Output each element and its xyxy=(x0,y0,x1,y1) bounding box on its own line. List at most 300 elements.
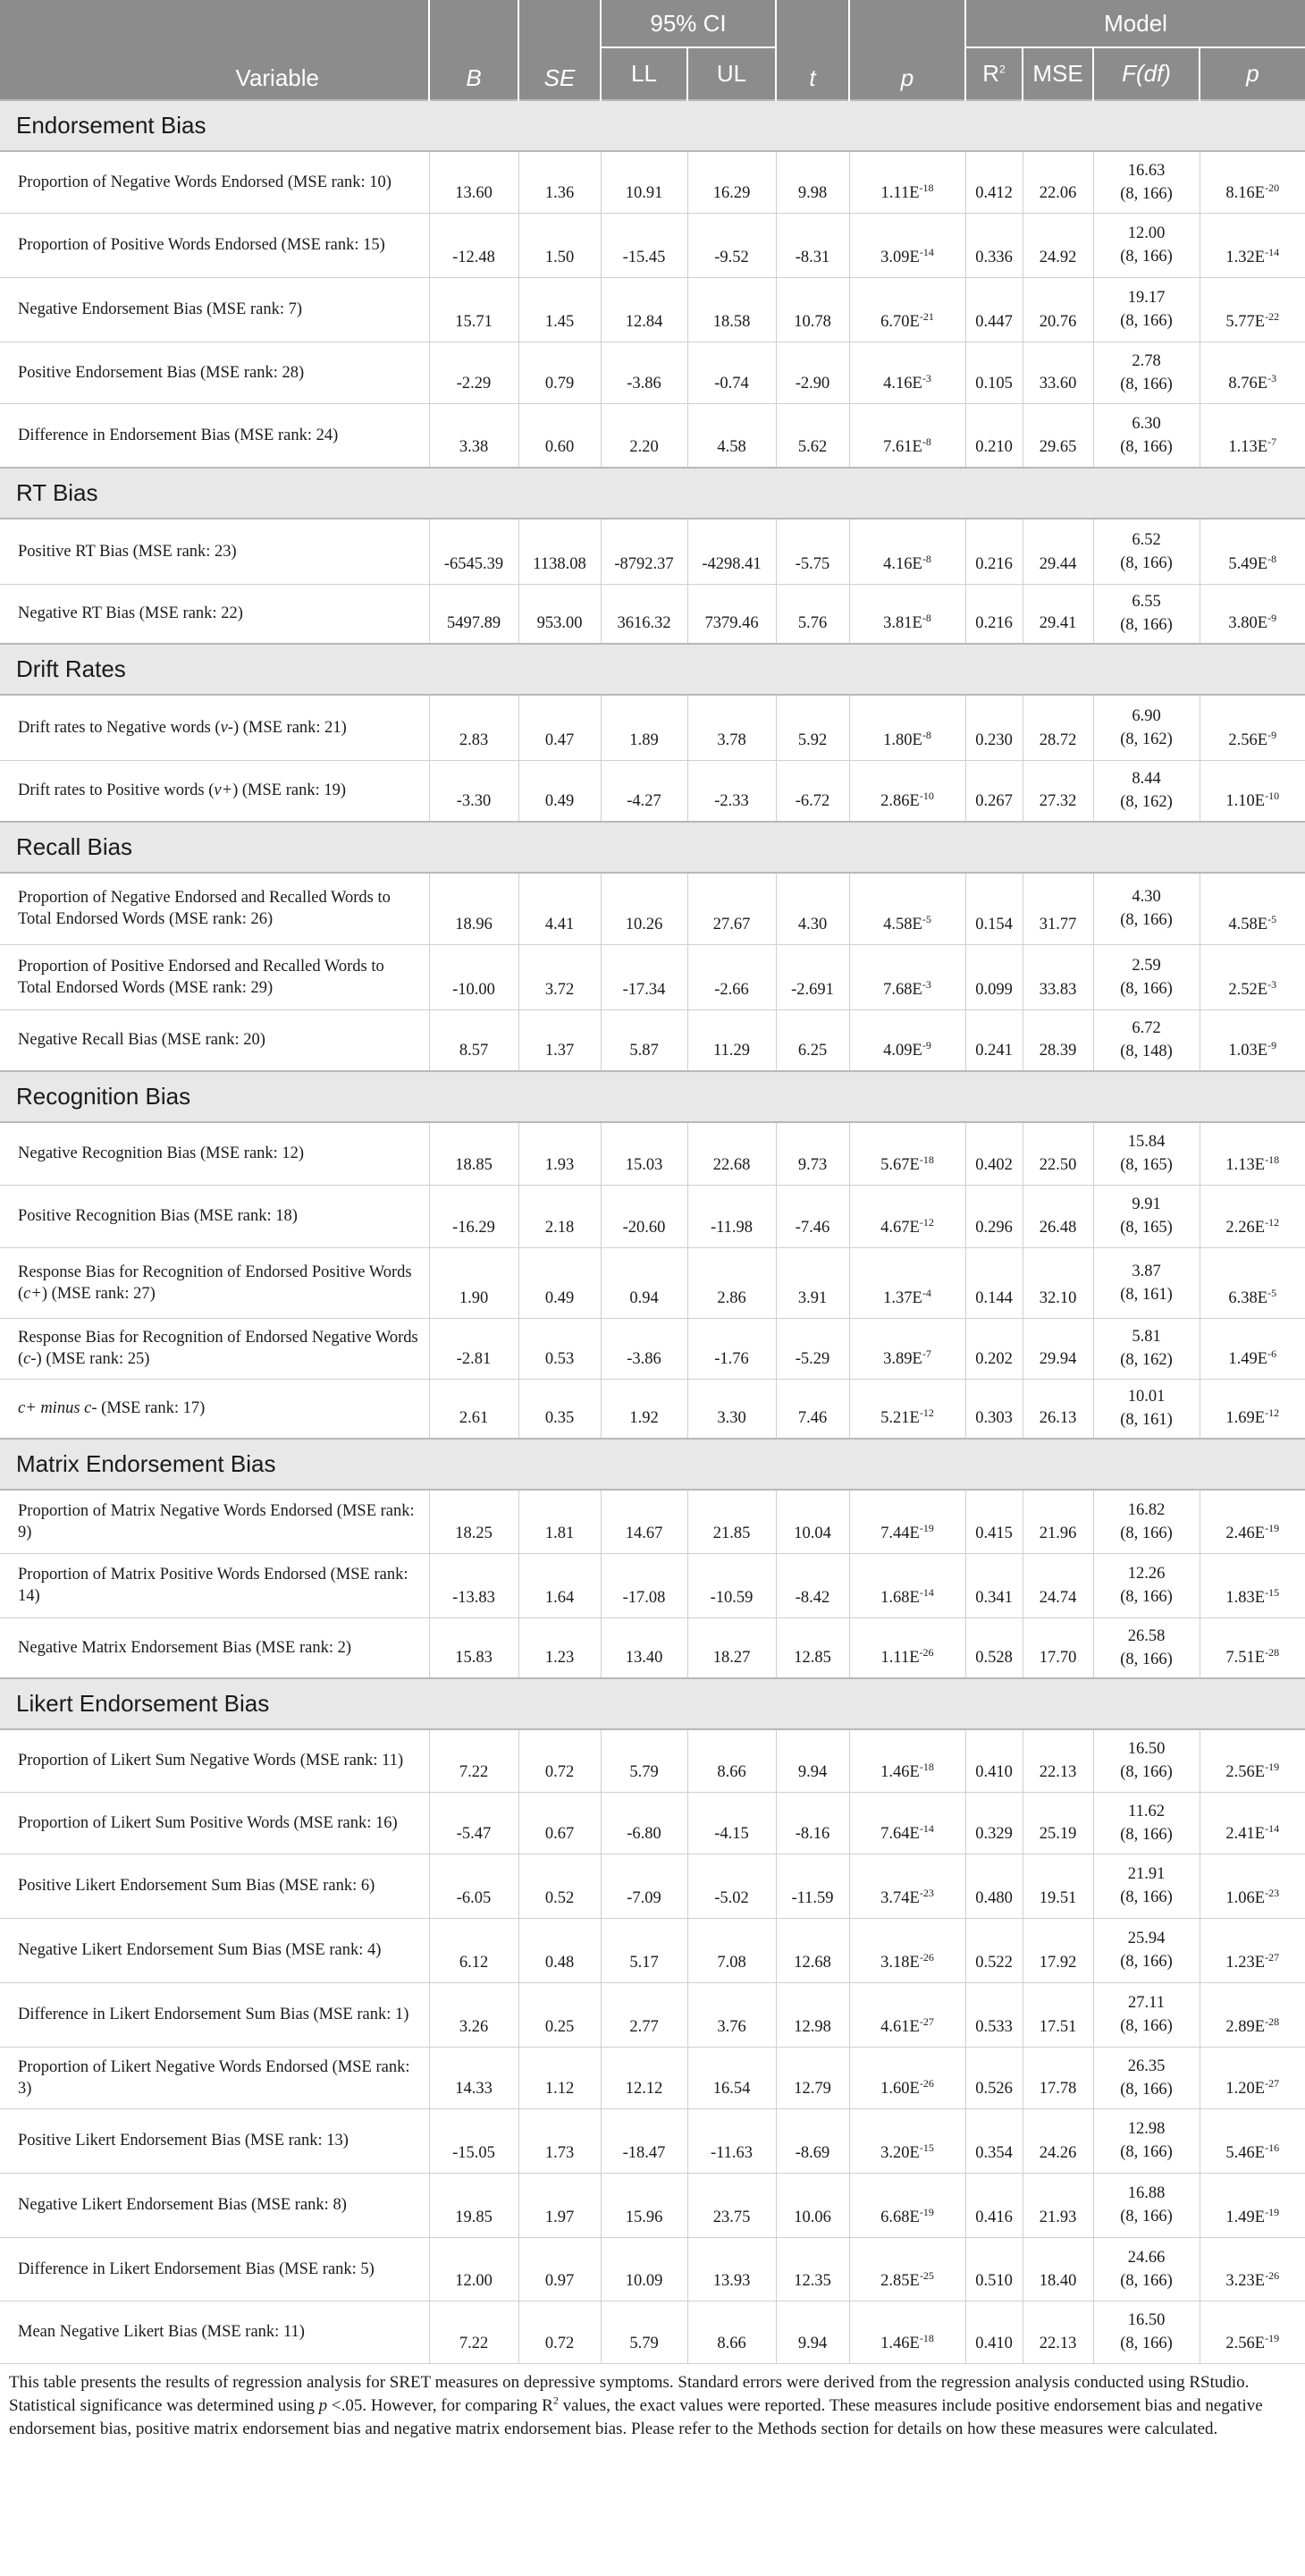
r2-value: 0.510 xyxy=(965,2237,1023,2301)
t-value: -2.691 xyxy=(776,944,849,1009)
section-row xyxy=(0,468,1305,519)
variable-label: Positive Likert Endorsement Bias (MSE rank: 13) xyxy=(0,2108,429,2173)
ul-value: 3.76 xyxy=(687,1982,776,2047)
f-df-value xyxy=(1093,760,1200,822)
b-value: -6.05 xyxy=(429,1854,518,1918)
p-value: $3.81E^{-8}$ xyxy=(849,584,965,644)
se-value: 2.18 xyxy=(518,1185,601,1247)
model-p-value: $1.13E^{-7}$ xyxy=(1200,403,1305,468)
section-title: Endorsement Bias xyxy=(0,100,1305,151)
section-title: Drift Rates xyxy=(0,644,1305,695)
variable-label: Drift rates to Negative words (v-) (MSE rank: 21) xyxy=(0,695,429,760)
mse-value: 29.41 xyxy=(1023,584,1093,644)
ll-value: 14.67 xyxy=(601,1490,687,1553)
r2-value: 0.296 xyxy=(965,1185,1023,1247)
se-value: 1.45 xyxy=(518,277,601,342)
ll-value: -3.86 xyxy=(601,342,687,403)
p-value: $3.20E^{-15}$ xyxy=(849,2108,965,2173)
f-value: 10.01 xyxy=(1127,1388,1166,1406)
b-value: -12.48 xyxy=(429,213,518,277)
r2-value: 0.154 xyxy=(965,873,1023,944)
ul-value: -9.52 xyxy=(687,213,776,277)
r2-value: 0.526 xyxy=(965,2047,1023,2108)
table-row xyxy=(0,1982,1305,2047)
f-value: 3.87 xyxy=(1132,1262,1161,1280)
header-fdf: F(df) xyxy=(1093,47,1200,100)
se-value: 3.72 xyxy=(518,944,601,1009)
r2-value: 0.210 xyxy=(965,403,1023,468)
mse-value: 29.94 xyxy=(1023,1318,1093,1379)
table-row xyxy=(0,2173,1305,2237)
header-ci: 95% CI xyxy=(601,0,776,47)
r2-value: 0.415 xyxy=(965,1490,1023,1553)
variable-label: Positive RT Bias (MSE rank: 23) xyxy=(0,519,429,584)
ll-value: 1.92 xyxy=(601,1379,687,1439)
ul-value: 11.29 xyxy=(687,1009,776,1071)
r2-value: 0.230 xyxy=(965,695,1023,760)
se-value: 1138.08 xyxy=(518,519,601,584)
se-value: 953.00 xyxy=(518,584,601,644)
p-value: $4.58E^{-5}$ xyxy=(849,873,965,944)
f-value: 25.94 xyxy=(1127,1930,1166,1947)
r2-value: 0.410 xyxy=(965,1729,1023,1792)
ul-value: -11.98 xyxy=(687,1185,776,1247)
f-df-value xyxy=(1093,1318,1200,1379)
t-value: 6.25 xyxy=(776,1009,849,1071)
mse-value: 21.96 xyxy=(1023,1490,1093,1553)
mse-value: 29.44 xyxy=(1023,519,1093,584)
mse-value: 22.06 xyxy=(1023,151,1093,213)
table-note: This table presents the results of regression analysis for SRET measures on depressive symptoms. Standard errors were derived from the regression analysis conducted using RStudio. Statistical significance was determined using p <.05. However, for comparing $R^2$ values, the exact values were reported. These measures include positive endorsement bias and negative endorsement bias, positive matrix endorsement bias and negative matrix endorsement bias. Please refer to the Methods section for details on how these measures were calculated. xyxy=(9,2372,1263,2438)
t-value: -8.69 xyxy=(776,2108,849,2173)
se-value: 1.73 xyxy=(518,2108,601,2173)
p-value: $1.80E^{-8}$ xyxy=(849,695,965,760)
mse-value: 27.32 xyxy=(1023,760,1093,822)
r2-value: 0.533 xyxy=(965,1982,1023,2047)
f-df-value xyxy=(1093,1379,1200,1439)
ll-value: 15.96 xyxy=(601,2173,687,2237)
table-row xyxy=(0,2301,1305,2363)
se-value: 0.72 xyxy=(518,1729,601,1792)
se-value: 0.49 xyxy=(518,1247,601,1318)
header-model-p: p xyxy=(1200,47,1305,100)
t-value: 12.98 xyxy=(776,1982,849,2047)
ul-value: -4298.41 xyxy=(687,519,776,584)
b-value: -3.30 xyxy=(429,760,518,822)
r2-value: 0.216 xyxy=(965,584,1023,644)
df-value: (8, 166) xyxy=(1120,1588,1173,1606)
ll-value: 2.20 xyxy=(601,403,687,468)
ul-value: -5.02 xyxy=(687,1854,776,1918)
model-p-value: $1.13E^{-18}$ xyxy=(1200,1122,1305,1185)
df-value: (8, 162) xyxy=(1120,730,1173,748)
ul-value: 13.93 xyxy=(687,2237,776,2301)
t-value: 12.68 xyxy=(776,1918,849,1982)
ll-value: -4.27 xyxy=(601,760,687,822)
p-value: $3.89E^{-7}$ xyxy=(849,1318,965,1379)
f-value: 8.44 xyxy=(1132,770,1161,789)
variable-label: Negative Recognition Bias (MSE rank: 12) xyxy=(0,1122,429,1185)
table-row xyxy=(0,342,1305,403)
b-value: 1.90 xyxy=(429,1247,518,1318)
p-value: $4.16E^{-3}$ xyxy=(849,342,965,403)
model-p-value: $3.23E^{-26}$ xyxy=(1200,2237,1305,2301)
p-value: $1.37E^{-4}$ xyxy=(849,1247,965,1318)
table-row xyxy=(0,760,1305,822)
b-value: -15.05 xyxy=(429,2108,518,2173)
r2-value: 0.241 xyxy=(965,1009,1023,1071)
p-value: $3.74E^{-23}$ xyxy=(849,1854,965,1918)
mse-value: 31.77 xyxy=(1023,873,1093,944)
header-variable: Variable xyxy=(0,0,429,100)
df-value: (8, 162) xyxy=(1120,1351,1173,1369)
p-value: $1.11E^{-26}$ xyxy=(849,1617,965,1678)
table-row xyxy=(0,1009,1305,1071)
f-df-value xyxy=(1093,1122,1200,1185)
variable-label: Difference in Endorsement Bias (MSE rank: 24) xyxy=(0,403,429,468)
df-value: (8, 166) xyxy=(1120,1825,1173,1844)
t-value: -8.31 xyxy=(776,213,849,277)
variable-label: Proportion of Positive Endorsed and Recalled Words to Total Endorsed Words (MSE rank: 29) xyxy=(0,944,429,1009)
f-value: 16.50 xyxy=(1127,1740,1166,1759)
t-value: 10.04 xyxy=(776,1490,849,1553)
df-value: (8, 166) xyxy=(1120,911,1173,930)
r2-value: 0.099 xyxy=(965,944,1023,1009)
ll-value: -18.47 xyxy=(601,2108,687,2173)
p-value: $1.68E^{-14}$ xyxy=(849,1553,965,1617)
t-value: 9.98 xyxy=(776,151,849,213)
df-value: (8, 166) xyxy=(1120,1953,1173,1971)
ul-value: -0.74 xyxy=(687,342,776,403)
se-value: 0.52 xyxy=(518,1854,601,1918)
variable-label: Negative Likert Endorsement Bias (MSE rank: 8) xyxy=(0,2173,429,2237)
df-value: (8, 166) xyxy=(1120,2143,1173,2161)
t-value: 5.76 xyxy=(776,584,849,644)
b-value: -6545.39 xyxy=(429,519,518,584)
table-row xyxy=(0,1490,1305,1553)
f-df-value xyxy=(1093,1247,1200,1318)
df-value: (8, 166) xyxy=(1120,616,1173,635)
b-value: -10.00 xyxy=(429,944,518,1009)
df-value: (8, 166) xyxy=(1120,375,1173,393)
mse-value: 33.60 xyxy=(1023,342,1093,403)
table-row xyxy=(0,1122,1305,1185)
variable-label: Positive Endorsement Bias (MSE rank: 28) xyxy=(0,342,429,403)
se-value: 1.93 xyxy=(518,1122,601,1185)
ul-value: 7379.46 xyxy=(687,584,776,644)
header-se: SE xyxy=(518,0,601,100)
t-value: -11.59 xyxy=(776,1854,849,1918)
variable-label: Proportion of Negative Words Endorsed (MSE rank: 10) xyxy=(0,151,429,213)
model-p-value: $2.26E^{-12}$ xyxy=(1200,1185,1305,1247)
ll-value: -15.45 xyxy=(601,213,687,277)
ul-value: -2.33 xyxy=(687,760,776,822)
variable-label: Difference in Likert Endorsement Sum Bias (MSE rank: 1) xyxy=(0,1982,429,2047)
t-value: -8.16 xyxy=(776,1792,849,1854)
header-ll: LL xyxy=(601,47,687,100)
section-title: RT Bias xyxy=(0,468,1305,519)
b-value: -16.29 xyxy=(429,1185,518,1247)
df-value: (8, 166) xyxy=(1120,2271,1173,2290)
f-value: 6.30 xyxy=(1132,414,1161,433)
mse-value: 17.78 xyxy=(1023,2047,1093,2108)
mse-value: 28.39 xyxy=(1023,1009,1093,1071)
se-value: 0.72 xyxy=(518,2301,601,2363)
se-value: 1.50 xyxy=(518,213,601,277)
ul-value: 27.67 xyxy=(687,873,776,944)
b-value: 15.83 xyxy=(429,1617,518,1678)
r2-value: 0.354 xyxy=(965,2108,1023,2173)
variable-label: Negative Likert Endorsement Sum Bias (MSE rank: 4) xyxy=(0,1918,429,1982)
f-df-value xyxy=(1093,1792,1200,1854)
f-df-value xyxy=(1093,2237,1200,2301)
ul-value: 3.78 xyxy=(687,695,776,760)
f-df-value xyxy=(1093,1729,1200,1792)
b-value: -2.29 xyxy=(429,342,518,403)
table-row xyxy=(0,584,1305,644)
header-row-top xyxy=(0,0,1305,47)
df-value: (8, 166) xyxy=(1120,437,1173,456)
f-df-value xyxy=(1093,1617,1200,1678)
b-value: 7.22 xyxy=(429,2301,518,2363)
r2-value: 0.341 xyxy=(965,1553,1023,1617)
f-value: 11.62 xyxy=(1128,1802,1165,1820)
mse-value: 17.70 xyxy=(1023,1617,1093,1678)
f-value: 27.11 xyxy=(1128,1994,1165,2012)
t-value: 5.62 xyxy=(776,403,849,468)
ul-value: -1.76 xyxy=(687,1318,776,1379)
df-value: (8, 165) xyxy=(1120,1219,1173,1237)
table-row xyxy=(0,151,1305,213)
p-value: $1.11E^{-18}$ xyxy=(849,151,965,213)
variable-label: Drift rates to Positive words (v+) (MSE rank: 19) xyxy=(0,760,429,822)
variable-label: Response Bias for Recognition of Endorsed Positive Words (c+) (MSE rank: 27) xyxy=(0,1247,429,1318)
model-p-value: $2.52E^{-3}$ xyxy=(1200,944,1305,1009)
model-p-value: $1.23E^{-27}$ xyxy=(1200,1918,1305,1982)
ll-value: 10.26 xyxy=(601,873,687,944)
mse-value: 21.93 xyxy=(1023,2173,1093,2237)
model-p-value: $5.46E^{-16}$ xyxy=(1200,2108,1305,2173)
mse-value: 29.65 xyxy=(1023,403,1093,468)
f-df-value xyxy=(1093,342,1200,403)
b-value: 19.85 xyxy=(429,2173,518,2237)
ll-value: 0.94 xyxy=(601,1247,687,1318)
model-p-value: $1.10E^{-10}$ xyxy=(1200,760,1305,822)
mse-value: 22.13 xyxy=(1023,1729,1093,1792)
df-value: (8, 166) xyxy=(1120,2080,1173,2099)
mse-value: 26.13 xyxy=(1023,1379,1093,1439)
t-value: -8.42 xyxy=(776,1553,849,1617)
f-value: 6.55 xyxy=(1132,593,1161,612)
r2-value: 0.329 xyxy=(965,1792,1023,1854)
model-p-value: $2.41E^{-14}$ xyxy=(1200,1792,1305,1854)
t-value: -5.75 xyxy=(776,519,849,584)
variable-label: Negative RT Bias (MSE rank: 22) xyxy=(0,584,429,644)
r2-value: 0.402 xyxy=(965,1122,1023,1185)
f-value: 6.52 xyxy=(1132,530,1161,549)
se-value: 0.79 xyxy=(518,342,601,403)
variable-label: c+ minus c- (MSE rank: 17) xyxy=(0,1379,429,1439)
variable-label: Negative Recall Bias (MSE rank: 20) xyxy=(0,1009,429,1071)
header-p: p xyxy=(849,0,965,100)
ul-value: 23.75 xyxy=(687,2173,776,2237)
model-p-value: $6.38E^{-5}$ xyxy=(1200,1247,1305,1318)
f-value: 9.91 xyxy=(1132,1195,1161,1213)
ul-value: 18.58 xyxy=(687,277,776,342)
variable-label: Proportion of Likert Negative Words Endorsed (MSE rank: 3) xyxy=(0,2047,429,2108)
model-p-value: $2.56E^{-9}$ xyxy=(1200,695,1305,760)
model-p-value: $1.69E^{-12}$ xyxy=(1200,1379,1305,1439)
t-value: 4.30 xyxy=(776,873,849,944)
f-value: 12.00 xyxy=(1127,224,1166,242)
header-t: t xyxy=(776,0,849,100)
f-df-value xyxy=(1093,213,1200,277)
variable-label: Response Bias for Recognition of Endorsed Negative Words (c-) (MSE rank: 25) xyxy=(0,1318,429,1379)
model-p-value: $1.83E^{-15}$ xyxy=(1200,1553,1305,1617)
t-value: -2.90 xyxy=(776,342,849,403)
f-value: 6.90 xyxy=(1132,706,1161,725)
ul-value: 22.68 xyxy=(687,1122,776,1185)
t-value: 12.35 xyxy=(776,2237,849,2301)
p-value: $4.09E^{-9}$ xyxy=(849,1009,965,1071)
se-value: 1.12 xyxy=(518,2047,601,2108)
table-row xyxy=(0,1918,1305,1982)
b-value: 2.83 xyxy=(429,695,518,760)
df-value: (8, 166) xyxy=(1120,2017,1173,2035)
p-value: $7.61E^{-8}$ xyxy=(849,403,965,468)
table-row xyxy=(0,1854,1305,1918)
b-value: 7.22 xyxy=(429,1729,518,1792)
section-row xyxy=(0,1071,1305,1122)
ul-value: 16.54 xyxy=(687,2047,776,2108)
mse-value: 32.10 xyxy=(1023,1247,1093,1318)
ll-value: -17.34 xyxy=(601,944,687,1009)
f-df-value xyxy=(1093,519,1200,584)
b-value: 5497.89 xyxy=(429,584,518,644)
t-value: -6.72 xyxy=(776,760,849,822)
b-value: -13.83 xyxy=(429,1553,518,1617)
mse-value: 18.40 xyxy=(1023,2237,1093,2301)
f-value: 16.63 xyxy=(1127,161,1166,180)
df-value: (8, 166) xyxy=(1120,248,1173,266)
header-mse: MSE xyxy=(1023,47,1093,100)
r2-value: 0.267 xyxy=(965,760,1023,822)
f-df-value xyxy=(1093,2047,1200,2108)
model-p-value: $1.06E^{-23}$ xyxy=(1200,1854,1305,1918)
model-p-value: $1.32E^{-14}$ xyxy=(1200,213,1305,277)
r2-value: 0.105 xyxy=(965,342,1023,403)
f-df-value xyxy=(1093,2108,1200,2173)
model-p-value: $2.56E^{-19}$ xyxy=(1200,2301,1305,2363)
b-value: 15.71 xyxy=(429,277,518,342)
section-title: Recognition Bias xyxy=(0,1071,1305,1122)
model-p-value: $5.77E^{-22}$ xyxy=(1200,277,1305,342)
b-value: 18.25 xyxy=(429,1490,518,1553)
f-value: 16.82 xyxy=(1127,1500,1166,1519)
p-value: $6.70E^{-21}$ xyxy=(849,277,965,342)
p-value: $7.44E^{-19}$ xyxy=(849,1490,965,1553)
p-value: $7.64E^{-14}$ xyxy=(849,1792,965,1854)
ul-value: -2.66 xyxy=(687,944,776,1009)
f-value: 2.59 xyxy=(1132,956,1161,975)
model-p-value: $2.56E^{-19}$ xyxy=(1200,1729,1305,1792)
f-value: 19.17 xyxy=(1127,289,1166,307)
se-value: 0.35 xyxy=(518,1379,601,1439)
df-value: (8, 162) xyxy=(1120,793,1173,812)
table-row xyxy=(0,1553,1305,1617)
model-p-value: $2.89E^{-28}$ xyxy=(1200,1982,1305,2047)
variable-label: Negative Matrix Endorsement Bias (MSE rank: 2) xyxy=(0,1617,429,1678)
ul-value: 4.58 xyxy=(687,403,776,468)
ll-value: 5.87 xyxy=(601,1009,687,1071)
t-value: 10.06 xyxy=(776,2173,849,2237)
model-p-value: $7.51E^{-28}$ xyxy=(1200,1617,1305,1678)
p-value: $5.67E^{-18}$ xyxy=(849,1122,965,1185)
ll-value: 10.09 xyxy=(601,2237,687,2301)
ul-value: 8.66 xyxy=(687,2301,776,2363)
se-value: 0.25 xyxy=(518,1982,601,2047)
f-value: 26.58 xyxy=(1127,1626,1166,1645)
df-value: (8, 166) xyxy=(1120,553,1173,572)
model-p-value: $8.16E^{-20}$ xyxy=(1200,151,1305,213)
variable-label: Proportion of Likert Sum Negative Words (MSE rank: 11) xyxy=(0,1729,429,1792)
f-value: 15.84 xyxy=(1127,1133,1166,1152)
b-value: 13.60 xyxy=(429,151,518,213)
f-df-value xyxy=(1093,403,1200,468)
table-row xyxy=(0,2047,1305,2108)
ul-value: 2.86 xyxy=(687,1247,776,1318)
df-value: (8, 166) xyxy=(1120,2335,1173,2352)
df-value: (8, 166) xyxy=(1120,312,1173,330)
model-p-value: $1.49E^{-19}$ xyxy=(1200,2173,1305,2237)
r2-value: 0.216 xyxy=(965,519,1023,584)
se-value: 0.60 xyxy=(518,403,601,468)
p-value: $6.68E^{-19}$ xyxy=(849,2173,965,2237)
b-value: 6.12 xyxy=(429,1918,518,1982)
p-value: $5.21E^{-12}$ xyxy=(849,1379,965,1439)
ll-value: -20.60 xyxy=(601,1185,687,1247)
ll-value: 5.79 xyxy=(601,2301,687,2363)
r2-value: 0.480 xyxy=(965,1854,1023,1918)
df-value: (8, 166) xyxy=(1120,2208,1173,2225)
t-value: -7.46 xyxy=(776,1185,849,1247)
p-value: $4.16E^{-8}$ xyxy=(849,519,965,584)
mse-value: 17.92 xyxy=(1023,1918,1093,1982)
f-df-value xyxy=(1093,584,1200,644)
mse-value: 24.74 xyxy=(1023,1553,1093,1617)
f-value: 4.30 xyxy=(1132,888,1161,907)
f-df-value xyxy=(1093,1009,1200,1071)
ul-value: -4.15 xyxy=(687,1792,776,1854)
ll-value: 10.91 xyxy=(601,151,687,213)
section-row xyxy=(0,1439,1305,1490)
f-df-value xyxy=(1093,277,1200,342)
ul-value: 3.30 xyxy=(687,1379,776,1439)
f-value: 2.78 xyxy=(1132,351,1161,370)
se-value: 0.97 xyxy=(518,2237,601,2301)
b-value: -5.47 xyxy=(429,1792,518,1854)
variable-label: Difference in Likert Endorsement Bias (MSE rank: 5) xyxy=(0,2237,429,2301)
df-value: (8, 161) xyxy=(1120,1285,1173,1304)
variable-label: Proportion of Matrix Positive Words Endorsed (MSE rank: 14) xyxy=(0,1553,429,1617)
t-value: 12.85 xyxy=(776,1617,849,1678)
header-ul: UL xyxy=(687,47,776,100)
mse-value: 28.72 xyxy=(1023,695,1093,760)
se-value: 4.41 xyxy=(518,873,601,944)
df-value: (8, 165) xyxy=(1120,1156,1173,1175)
se-value: 1.36 xyxy=(518,151,601,213)
t-value: 5.92 xyxy=(776,695,849,760)
